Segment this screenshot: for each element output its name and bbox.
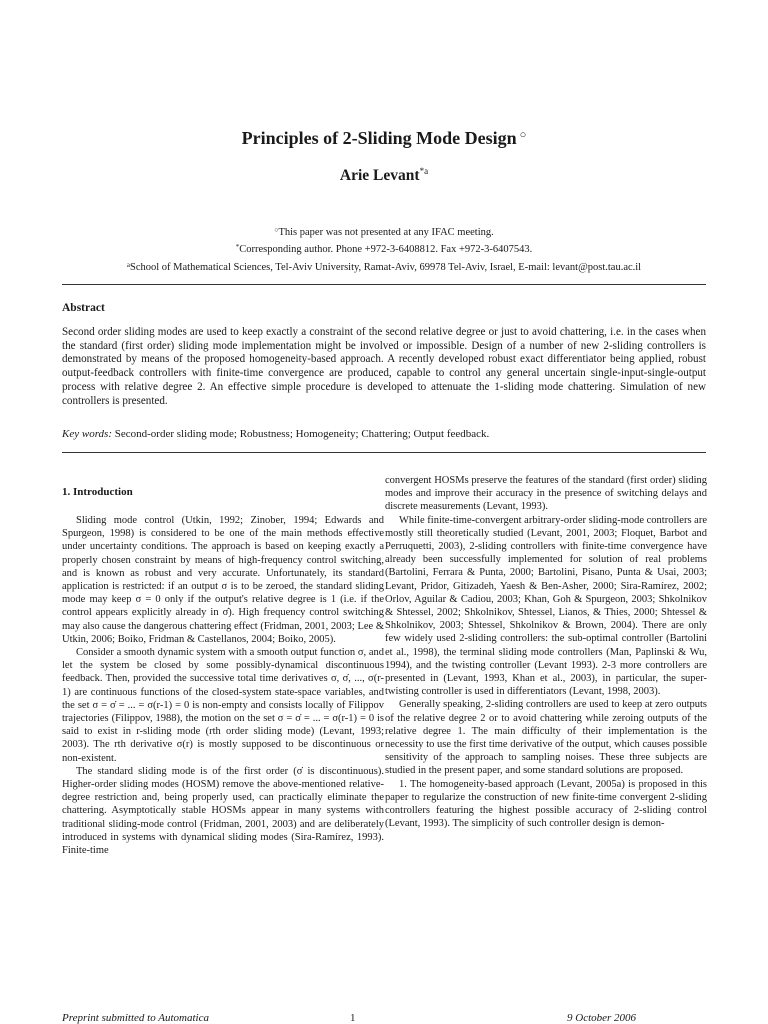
- paragraph: Consider a smooth dynamic system with a smooth output function σ, and let the system be closed by some possibly-dynamical discontinuous feedback. Then, provided the successive total time derivatives σ, σ̇, ..., σ(r-1) are continuous functions of the closed-system state-space variables, and the set σ = σ̇ = ... = σ(r-1) = 0 is non-empty and consists locally of Filippov trajectories (Filippov, 1988), the motion on the set σ = σ̇ = ... = σ(r-1) = 0 is said to exist in r-sliding mode (rth order sliding mode) (Levant, 1993; 2003). The rth derivative σ(r) is mostly supposed to be discontinuous or non-existent.: [62, 647, 384, 764]
- divider-top: [62, 284, 706, 285]
- paragraph: convergent HOSMs preserve the features of the standard (first order) sliding modes and improve their accuracy in the presence of switching delays and discrete measurements (Levant, 1993).: [385, 475, 707, 513]
- paragraph: The standard sliding mode is of the first order (σ̇ is discontinuous). Higher-order sliding modes (HOSM) remove the above-mentioned relative-degree restriction and, being properly used, can practically eliminate the chattering. Asymptotically stable HOSMs appear in many systems with traditional sliding-mode control (Fridman, 2001, 2003) and are deliberately introduced in systems with dynamical sliding modes (Sira-Ramírez, 1993). Finite-time: [62, 765, 384, 857]
- keywords-label: Key words:: [62, 428, 113, 440]
- left-column: [62, 514, 384, 857]
- paragraph: While finite-time-convergent arbitrary-order sliding-mode controllers are mostly still theoretically studied (Levant, 2001, 2003; Floquet, Barbot and Perruquetti, 2003), 2-sliding controllers with finite-time convergence have already been successfully implemented for solution of real problems (Bartolini, Ferrara & Punta, 2000; Bartolini, Pisano, Punta & Usai, 2003; Levant, Pridor, Gitizadeh, Yaesh & Ben-Asher, 2000; Sira-Ramírez, 2002; Orlov, Aguilar & Cadiou, 2003; Khan, Goh & Spurgeon, 2003; Shkolnikov & Shtessel, 2002; Shkolnikov, Shtessel, Lianos, & Thies, 2000; Shtessel & Shkolnikov, 2003; Shtessel, Shkolnikov & Brown, 2004). There are only few widely used 2-sliding controllers: the sub-optimal controller (Bartolini et al., 1998), the terminal sliding mode controllers (Man, Paplinski & Wu, 1994), and the twisting controller (Levant 1993). 2-3 more controllers are presented in (Levant, 1993, Khan et al., 2003), in particular, the super-twisting controller is used in differentiators (Levant, 1998, 2003).: [385, 514, 707, 698]
- author-name: Arie Levant$^{*a}$: [339, 166, 429, 184]
- paragraph: Sliding mode control (Utkin, 1992; Zinober, 1994; Edwards and Spurgeon, 1998) is considered to be one of the main methods effective under uncertainty conditions. The approach is based on keeping exactly a properly chosen constraint by means of high-frequency control switching, and is known as robust and very accurate. Unfortunately, its standard application is restricted: if an output σ is to be zeroed, the standard sliding mode may keep σ = 0 only if the output's relative degree is 1 (i.e. if the control appears explicitly already in σ̇). High frequency control switching may also cause the dangerous chattering effect (Fridman, 2001, 2003; Lee & Utkin, 2006; Boiko, Fridman & Castellanos, 2004; Boiko, 2005).: [62, 515, 384, 645]
- section-heading-introduction: 1. Introduction: [62, 486, 133, 498]
- keywords: [62, 428, 706, 440]
- paragraph: 1. The homogeneity-based approach (Levant, 2005a) is proposed in this paper to regularize the construction of new finite-time convergent 2-sliding controllers featuring the highest possible accuracy of 2-sliding control (Levant, 1993). The simplicity of such controller design is demon-: [385, 778, 707, 830]
- footnote-corresponding-author: *Corresponding author. Phone +972-3-6408812. Fax +972-3-6407543.: [235, 243, 533, 255]
- paragraph: Generally speaking, 2-sliding controllers are used to keep at zero outputs of the relative degree 2 or to avoid chattering while zeroing outputs of the relative degree 1. The main difficulty of their implementation is the necessity to use the first time derivative of the output, which causes possible sensitivity of the approach to sampling noises. These three subjects are studied in the present paper, and some standard solutions are proposed.: [385, 699, 707, 777]
- title-mark: ○: [519, 129, 527, 141]
- footer-date: 9 October 2006: [567, 1012, 637, 1024]
- author-mark: *a: [419, 166, 429, 176]
- right-column: [385, 474, 707, 830]
- footer-preprint: Preprint submitted to Automatica: [62, 1012, 209, 1024]
- footnote-affiliation: $^a$School of Mathematical Sciences, Tel-Aviv University, Ramat-Aviv, 69978 Tel-Aviv, Israel, E-mail: levant@post.tau.ac.il: [126, 261, 642, 273]
- keywords-text: Second-order sliding mode; Robustness; Homogeneity; Chattering; Output feedback.: [114, 428, 490, 440]
- abstract-heading: Abstract: [62, 302, 105, 314]
- footer-page-number: 1: [350, 1012, 356, 1024]
- footnote-not-presented: ○This paper was not presented at any IFAC meeting.: [274, 226, 494, 238]
- abstract-text: Second order sliding modes are used to keep exactly a constraint of the second relative degree or just to avoid chattering, i.e. in the cases when the standard (first order) sliding mode implementation might be involved or impossible. Design of a number of new 2-sliding controllers is demonstrated by means of the proposed homogeneity-based approach. A recently developed robust exact differentiator being applied, robust output-feedback controllers with finite-time convergence are produced, capable to control any general uncertain single-input-single-output process with relative degree 2. An effective simple procedure is developed to attenuate the 1-sliding mode chattering. Simulation of new controllers is presented.: [62, 326, 706, 407]
- paper-title: Principles of 2-Sliding Mode Design ○: [241, 128, 527, 148]
- divider-bottom: [62, 452, 706, 453]
